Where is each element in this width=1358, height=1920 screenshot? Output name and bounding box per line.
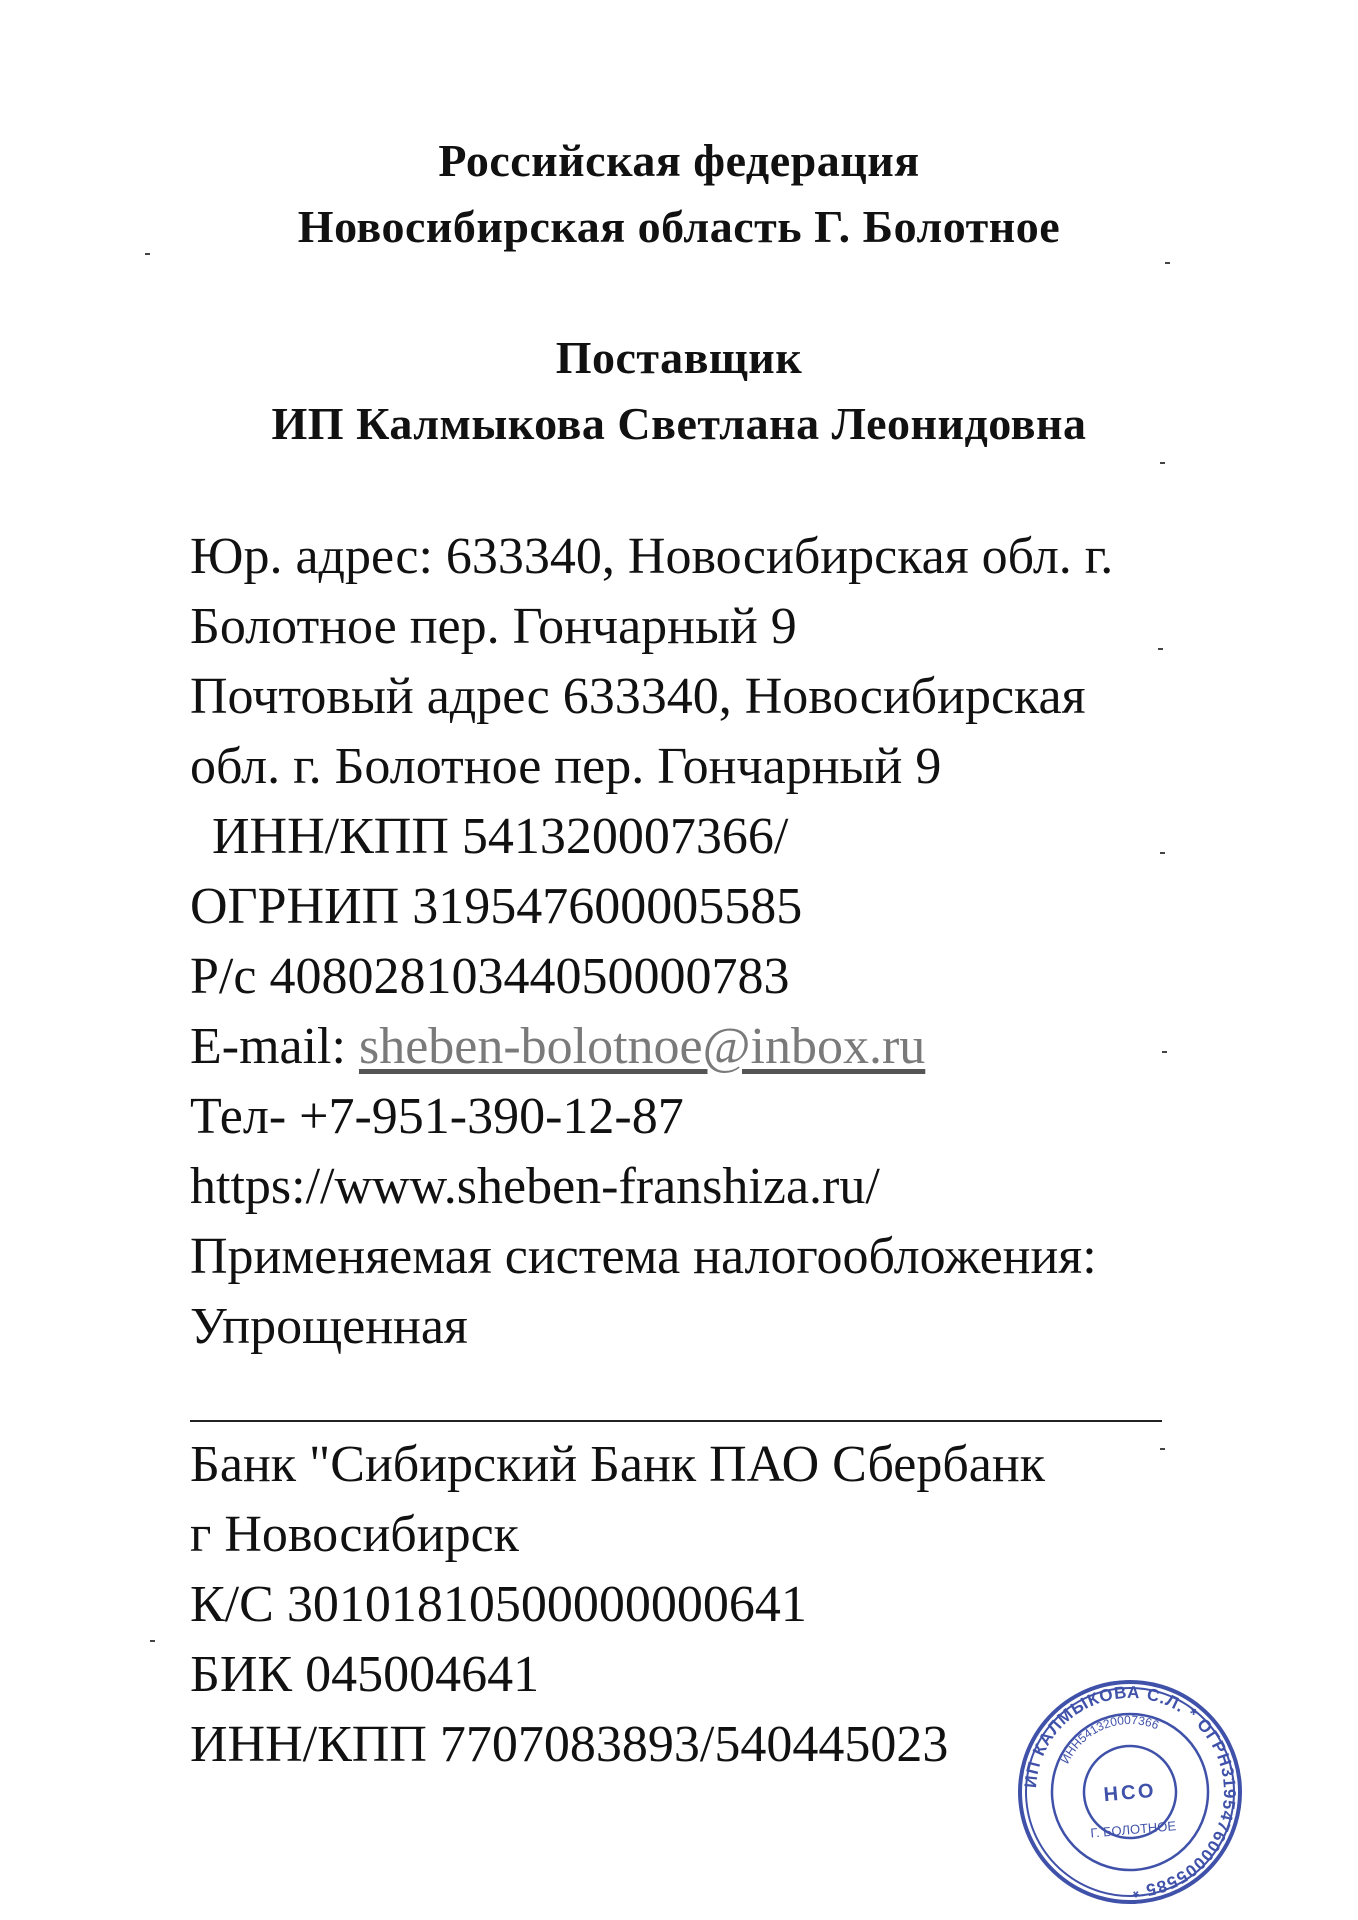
company-seal-stamp [1003,1670,1258,1914]
stamp-center-text: НСО [1102,1779,1158,1807]
scan-speck [1160,1448,1165,1450]
scan-speck [1158,648,1163,650]
country-title: Российская федерация [438,135,920,186]
scan-speck [1160,462,1165,464]
email-label: E-mail: [190,1018,359,1075]
supplier-name: ИП Калмыкова Светлана Леонидовна [271,398,1087,449]
stamp-city-text: Г. БОЛОТНОЕ [1089,1818,1177,1841]
stamp-outer-text: ИП КАЛМЫКОВА С.Л. * ОГРН319547600005585 * [1020,1682,1240,1902]
supplier-header [0,325,1358,457]
legal-address-line-2: Болотное пер. Гончарный 9 [190,598,797,655]
stamp-inner-text: ИНН541320007366 [1057,1712,1161,1766]
bank-inn-kpp-line: ИНН/КПП 7707083893/540445023 [190,1716,949,1773]
scan-speck [145,253,150,255]
email-line [190,1012,1310,1082]
bank-name-line: Банк "Сибирский Банк ПАО Сбербанк [190,1436,1045,1493]
country-region-header [0,128,1358,260]
section-divider [190,1420,1162,1422]
email-link[interactable]: sheben-bolotnoe@inbox.ru [358,1018,926,1075]
scan-speck [150,1640,155,1642]
postal-address-line-1: Почтовый адрес 633340, Новосибирская [190,668,1086,725]
tax-system-value: Упрощенная [190,1298,468,1355]
website-line: https://www.sheben-franshiza.ru/ [190,1158,880,1215]
account-line: Р/с 40802810344050000783 [190,948,790,1005]
bank-bik-line: БИК 045004641 [190,1646,540,1703]
bank-ks-line: К/С 30101810500000000641 [190,1576,807,1633]
scan-speck [1160,852,1165,854]
phone-line: Тел- +7-951-390-12-87 [190,1088,684,1145]
postal-address-line-2: обл. г. Болотное пер. Гончарный 9 [190,738,942,795]
scan-speck [1162,1051,1167,1053]
tax-system-label: Применяемая система налогообложения: [190,1228,1097,1285]
inn-kpp-line: ИНН/КПП 541320007366/ [212,808,789,865]
scan-speck [1165,262,1170,264]
region-title: Новосибирская область Г. Болотное [297,201,1061,252]
supplier-label: Поставщик [555,332,803,383]
supplier-details [190,522,1310,1362]
ogrnip-line: ОГРНИП 319547600005585 [190,878,803,935]
legal-address-line-1: Юр. адрес: 633340, Новосибирская обл. г. [190,528,1114,585]
bank-city-line: г Новосибирск [190,1506,519,1563]
